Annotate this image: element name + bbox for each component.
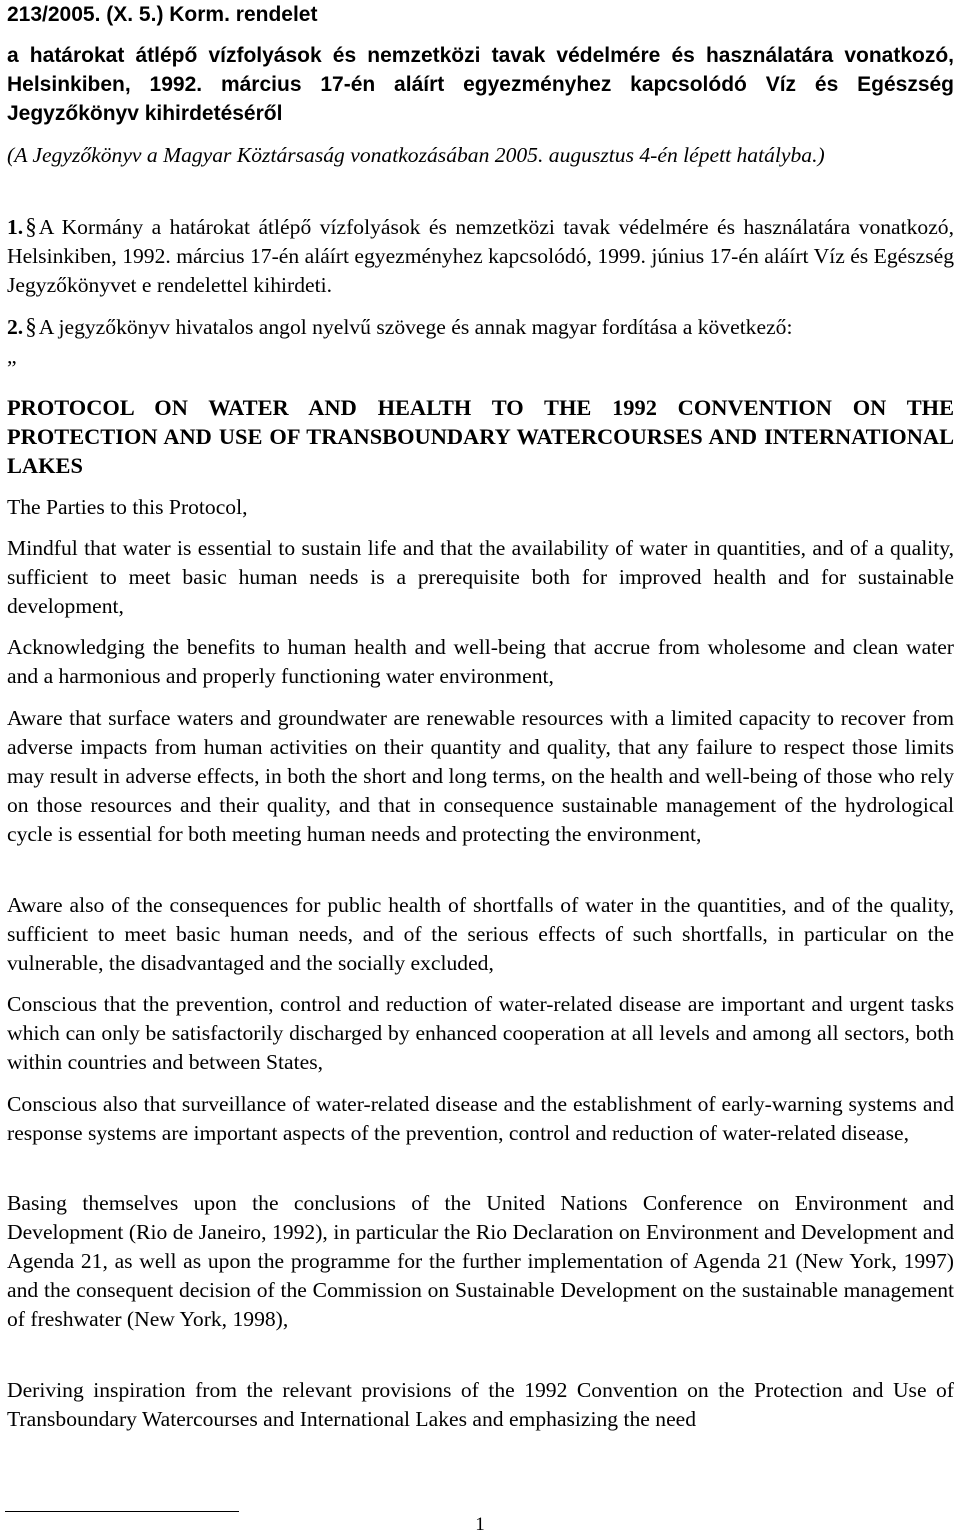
footnote-divider (5, 1511, 239, 1512)
page-number: 1 (475, 1514, 485, 1535)
preamble-paragraph-aware: Aware that surface waters and groundwater are renewable resources with a limited capacity to recover from adverse impacts from human activities on their quantity and quality, that any failure to respect those limits may result in adverse effects, in both the short and long terms, on the health and well-being of those who rely on those resources and their quality, and that in consequence sustainable management of the hydrological cycle is essential for both meeting human needs and protecting the environment, (7, 706, 954, 846)
preamble-paragraph-conscious-also: Conscious also that surveillance of water-related disease and the establishment of early-warning systems and response systems are important aspects of the prevention, control and reduction of water-related disease, (7, 1092, 954, 1145)
preamble-paragraph-acknowledging: Acknowledging the benefits to human health and well-being that accrue from wholesome and clean water and a harmonious and properly functioning water environment, (7, 635, 954, 688)
section-2-sign: § (25, 314, 37, 339)
section-1 (7, 212, 954, 300)
decree-id: 213/2005. (X. 5.) Korm. rendelet (7, 3, 318, 26)
preamble-paragraph-conscious: Conscious that the prevention, control and reduction of water-related disease are important and urgent tasks which can only be satisfactorily discharged by enhanced cooperation at all levels and among all sectors, both within countries and between States, (7, 992, 954, 1074)
effective-date-note: (A Jegyzőkönyv a Magyar Köztársaság vonatkozásában 2005. augusztus 4-én lépett hatályba.) (7, 143, 825, 167)
section-1-number: 1. (7, 215, 24, 239)
parties-line: The Parties to this Protocol, (7, 495, 248, 519)
preamble-paragraph-aware-also: Aware also of the consequences for public health of shortfalls of water in the quantities, and of the quality, sufficient to meet basic human needs, and of the serious effects of such shortfalls, in particular on the vulnerable, the disadvantaged and the socially excluded, (7, 893, 954, 975)
protocol-title: PROTOCOL ON WATER AND HEALTH TO THE 1992 CONVENTION ON THE PROTECTION AND USE OF TRANSBOUNDARY WATERCOURSES AND INTERNATIONAL LAKES (7, 395, 954, 478)
section-1-sign: § (25, 214, 37, 239)
decree-title: a határokat átlépő vízfolyások és nemzetközi tavak védelmére és használatára vonatkozó, Helsinkiben, 1992. március 17-én aláírt egyezményhez kapcsolódó Víz és Egészség Jegyzőkönyv kihirdetéséről (7, 44, 954, 125)
opening-quote-mark: „ (7, 344, 17, 368)
section-2-text: A jegyzőkönyv hivatalos angol nyelvű szövege és annak magyar fordítása a következő: (38, 315, 793, 339)
section-2 (7, 312, 954, 342)
section-2-number: 2. (7, 315, 24, 339)
preamble-paragraph-basing: Basing themselves upon the conclusions of the United Nations Conference on Environment and Development (Rio de Janeiro, 1992), in particular the Rio Declaration on Environment and Development and Agenda 21, as well as upon the programme for the further implementation of Agenda 21 (New York, 1997) and the consequent decision of the Commission on Sustainable Development on the sustainable management of freshwater (New York, 1998), (7, 1191, 954, 1331)
preamble-paragraph-mindful: Mindful that water is essential to sustain life and that the availability of water in quantities, and of a quality, sufficient to meet basic human needs is a prerequisite both for improved health and for sustainable development, (7, 536, 954, 618)
preamble-paragraph-deriving: Deriving inspiration from the relevant provisions of the 1992 Convention on the Protection and Use of Transboundary Watercourses and International Lakes and emphasizing the need (7, 1378, 954, 1431)
section-1-text: A Kormány a határokat átlépő vízfolyások és nemzetközi tavak védelmére és használatára vonatkozó, Helsinkiben, 1992. március 17-én aláírt egyezményhez kapcsolódó, 1999. június 17-én aláírt Víz és Egészség Jegyzőkönyvet e rendelettel kihirdeti. (7, 215, 954, 297)
